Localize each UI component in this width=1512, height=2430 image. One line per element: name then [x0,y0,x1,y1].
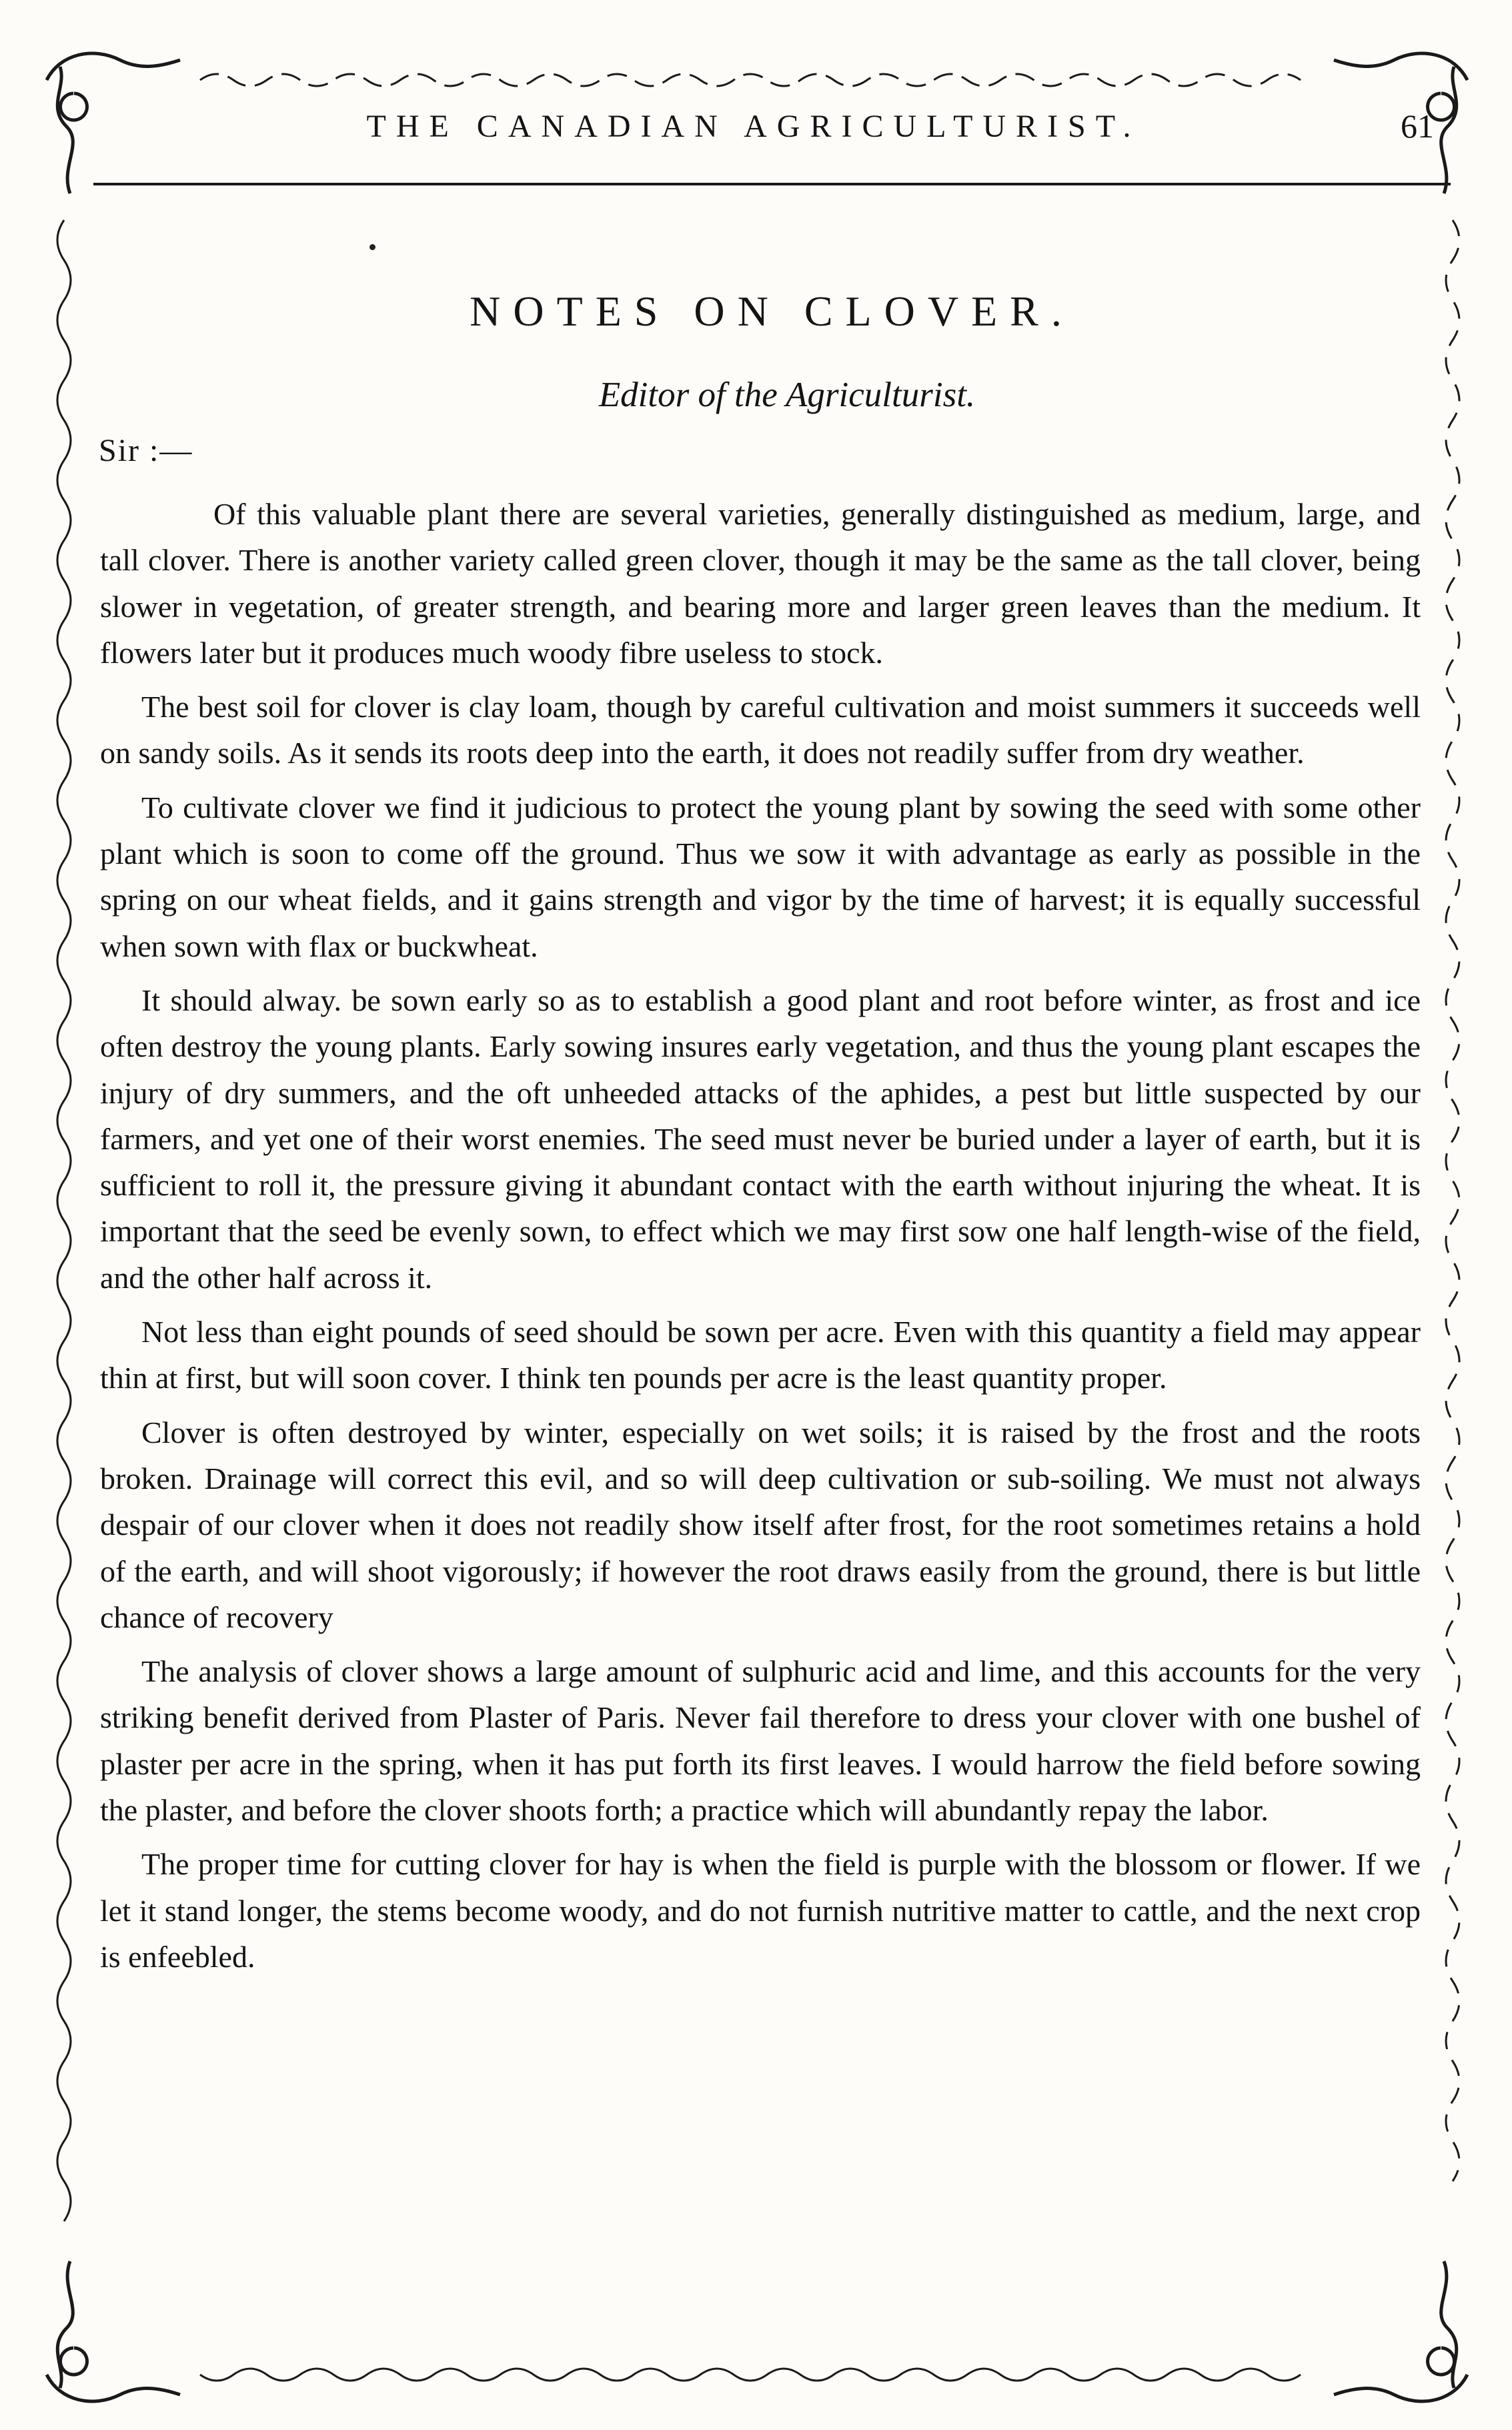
article-body [100,491,1421,1988]
running-head: THE CANADIAN AGRICULTURIST. [366,109,1141,144]
ink-dot [369,244,375,250]
paragraph: Not less than eight pounds of seed should be sown per acre. Even with this quantity a field may appear thin at first, but will soon cover. I think ten pounds per acre is the least quantity proper. [100,1315,1421,1395]
paragraph: Of this valuable plant there are several varieties, generally distinguished as medium, large, and tall clover. There is another variety called green clover, though it may be the same as the tall clover, being slower in vegetation, of greater strength, and bearing more and larger green leaves than the medium. It flowers later but it produces much woody fibre useless to stock. [100,497,1421,670]
paragraph: Clover is often destroyed by winter, especially on wet soils; it is raised by the frost and the roots broken. Drainage will correct this evil, and so will deep cultivation or sub-soiling. We must not always despair of our clover when it does not readily show itself after frost, for the root sometimes retains a hold of the earth, and will shoot vigorously; if however the root draws easily from the ground, there is but little chance of recovery [100,1415,1421,1634]
paragraph: To cultivate clover we find it judicious to protect the young plant by sowing the seed with some other plant which is soon to come off the ground. Thus we sow it with advantage as early as possible in the spring on our wheat fields, and it gains strength and vigor by the time of harvest; it is equally successful when sown with flax or buckwheat. [100,790,1421,963]
header-rule [93,183,1451,185]
page-number: 61 [1401,107,1434,145]
paragraph: The analysis of clover shows a large amount of sulphuric acid and lime, and this accounts for the very striking benefit derived from Plaster of Paris. Never fail therefore to dress your clover with one bushel of plaster per acre in the spring, when it has put forth its first leaves. I would harrow the field before sowing the plaster, and before the clover shoots forth; a practice which will abundantly repay the labor. [100,1654,1421,1828]
paragraph: The proper time for cutting clover for hay is when the field is purple with the blossom or flower. If we let it stand longer, the stems become woody, and do not furnish nutritive matter to cattle, and the next crop is enfeebled. [100,1847,1421,1974]
addressee-line: Editor of the Agriculturist. [598,376,976,414]
salutation: Sir :— [99,433,193,468]
article-title: NOTES ON CLOVER. [470,287,1074,335]
paragraph: It should alway. be sown early so as to establish a good plant and root before winter, as frost and ice often destroy the young plants. Early sowing insures early vegetation, and thus the young plant escapes the injury of dry summers, and the oft unheeded attacks of the aphides, a pest but little suspected by our farmers, and yet one of their worst enemies. The seed must never be buried under a layer of earth, but it is sufficient to roll it, the pressure giving it abundant contact with the earth without injuring the wheat. It is important that the seed be evenly sown, to effect which we may first sow one half length-wise of the field, and the other half across it. [100,983,1421,1295]
paragraph: The best soil for clover is clay loam, though by careful cultivation and moist summers it succeeds well on sandy soils. As it sends its roots deep into the earth, it does not readily suffer from dry weather. [100,690,1421,770]
